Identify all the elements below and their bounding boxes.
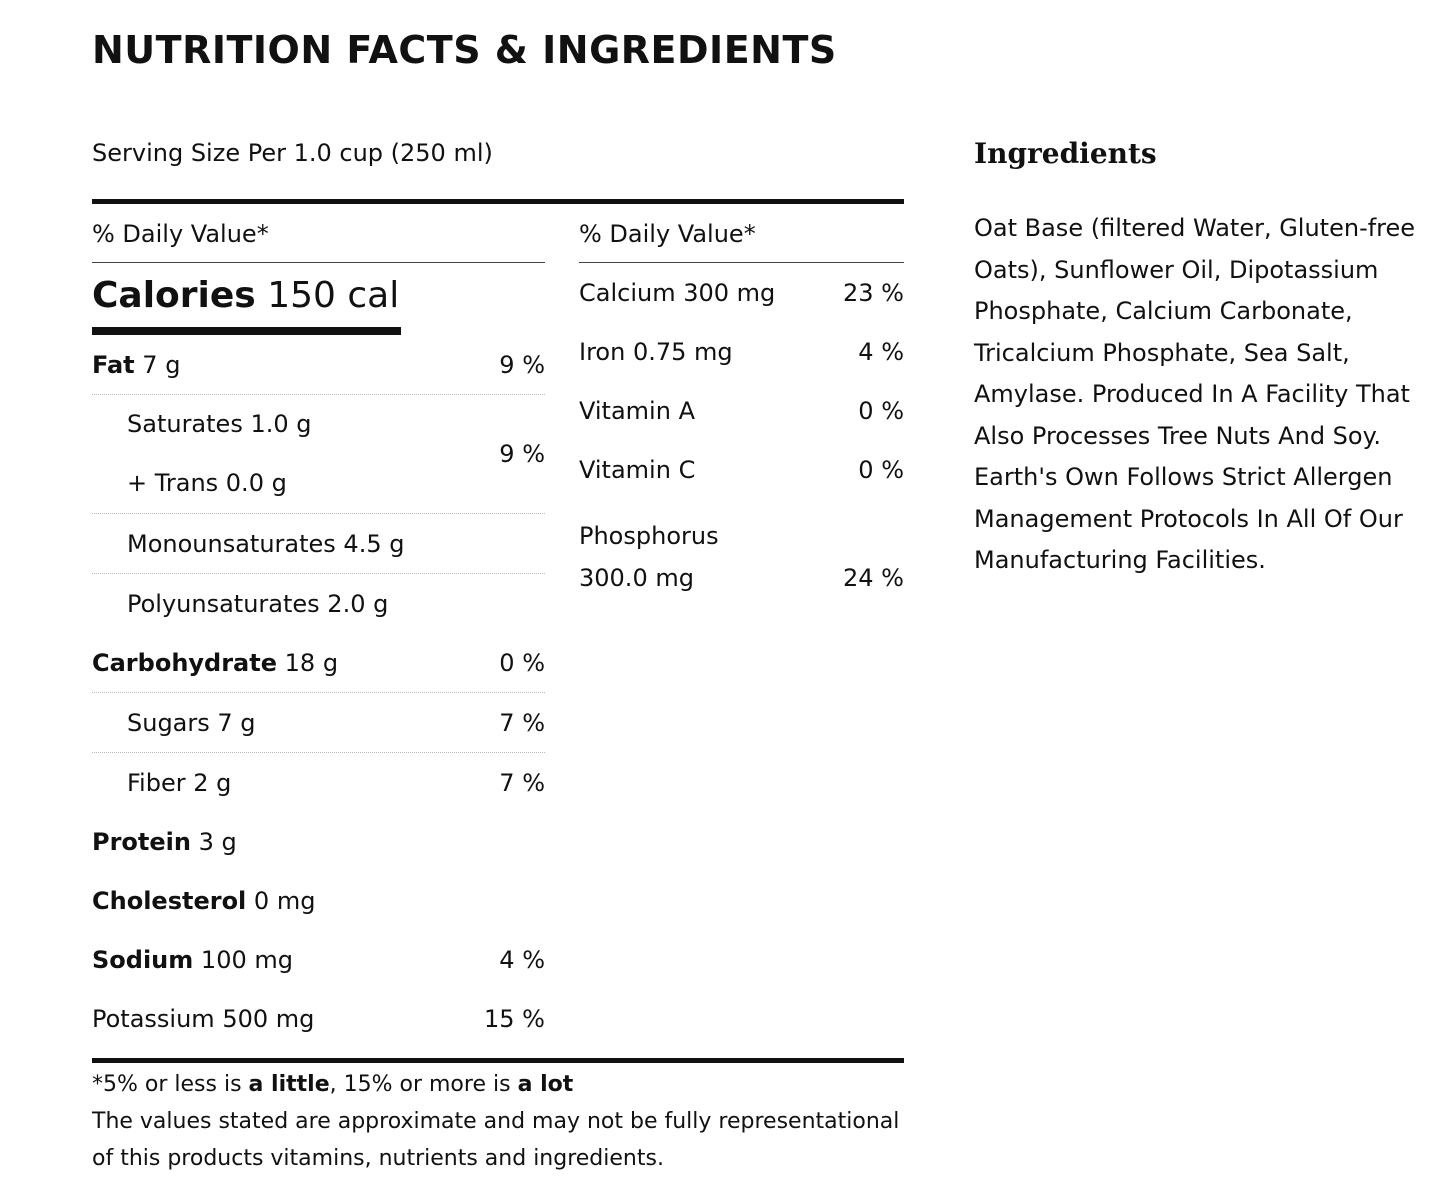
nutrient-group-saturates-trans	[92, 395, 545, 514]
nutrient-row-protein	[92, 812, 545, 871]
poly-label: Polyunsaturates 2.0 g	[127, 589, 389, 618]
vitamin-a-label: Vitamin A	[579, 396, 695, 425]
nutrient-row-sugars	[92, 693, 545, 753]
nutrient-row-fiber	[92, 753, 545, 812]
footer-note	[92, 1066, 922, 1177]
cholesterol-amount: 0 mg	[253, 886, 316, 915]
vitamin-c-pct: 0 %	[858, 455, 904, 484]
protein-amount: 3 g	[198, 827, 237, 856]
carb-label: Carbohydrate	[92, 648, 278, 677]
calories	[92, 265, 401, 335]
nutrient-row-mono	[92, 514, 545, 574]
daily-value-header-minerals: % Daily Value*	[579, 208, 904, 263]
sodium-label: Sodium	[92, 945, 194, 974]
mineral-row-phosphorus	[579, 499, 904, 599]
nutrient-row-carbohydrate	[92, 633, 545, 693]
sugars-label: Sugars 7 g	[127, 708, 256, 737]
cholesterol-label: Cholesterol	[92, 886, 247, 915]
footnote-disclaimer: The values stated are approximate and may not be fully representational of this products vitamins, nutrients and ingredients.	[92, 1109, 900, 1171]
calories-value: 150 cal	[267, 275, 400, 316]
sodium-amount: 100 mg	[200, 945, 293, 974]
fat-pct: 9 %	[499, 350, 545, 379]
nutrient-row-poly	[92, 574, 545, 633]
fiber-pct: 7 %	[499, 768, 545, 797]
bottom-divider	[92, 1058, 904, 1063]
nutrient-row-sodium	[92, 930, 545, 989]
carb-pct: 0 %	[499, 648, 545, 677]
phosphorus-label: Phosphorus	[579, 522, 719, 550]
sugars-pct: 7 %	[499, 708, 545, 737]
mineral-row-calcium	[579, 263, 904, 322]
nutrient-row-potassium	[92, 989, 545, 1048]
fat-label: Fat	[92, 350, 135, 379]
footnote-scale: *5% or less is a little, 15% or more is a lot	[92, 1072, 574, 1097]
ingredients-title: Ingredients	[974, 137, 1157, 170]
protein-label: Protein	[92, 827, 191, 856]
carb-amount: 18 g	[284, 648, 339, 677]
ingredients-text: Oat Base (filtered Water, Gluten-free Oats), Sunflower Oil, Dipotassium Phosphate, Calcium Carbonate, Tricalcium Phosphate, Sea Salt, Amylase. Produced In A Facility That Also Processes Tree Nuts And Soy. Earth's Own Follows Strict Allergen Management Protocols In All Of Our Manufacturing Facilities.	[974, 214, 1416, 574]
saturates-trans-pct: 9 %	[499, 440, 545, 468]
minerals-column	[579, 208, 904, 599]
mono-label: Monounsaturates 4.5 g	[127, 529, 405, 558]
saturates-label: Saturates 1.0 g	[127, 410, 312, 438]
calcium-pct: 23 %	[843, 278, 904, 307]
mineral-row-vitamin-c	[579, 440, 904, 499]
footnote-lot: a lot	[517, 1072, 574, 1097]
potassium-label: Potassium 500 mg	[92, 1004, 315, 1033]
vitamin-c-label: Vitamin C	[579, 455, 696, 484]
nutrient-row-fat	[92, 335, 545, 395]
top-divider	[92, 199, 904, 204]
nutrient-row-cholesterol	[92, 871, 545, 930]
iron-pct: 4 %	[858, 337, 904, 366]
phosphorus-amount: 300.0 mg	[579, 564, 694, 592]
phosphorus-pct: 24 %	[843, 564, 904, 592]
fiber-label: Fiber 2 g	[127, 768, 232, 797]
fat-amount: 7 g	[142, 350, 181, 379]
vitamin-a-pct: 0 %	[858, 396, 904, 425]
nutrients-column	[92, 208, 545, 1048]
daily-value-header: % Daily Value*	[92, 208, 545, 263]
page-title: NUTRITION FACTS & INGREDIENTS	[92, 28, 837, 72]
potassium-pct: 15 %	[484, 1004, 545, 1033]
mineral-row-vitamin-a	[579, 381, 904, 440]
mineral-row-iron	[579, 322, 904, 381]
serving-size: Serving Size Per 1.0 cup (250 ml)	[92, 139, 493, 167]
sodium-pct: 4 %	[499, 945, 545, 974]
iron-label: Iron 0.75 mg	[579, 337, 733, 366]
calcium-label: Calcium 300 mg	[579, 278, 776, 307]
calories-label: Calories	[92, 275, 256, 316]
trans-label: + Trans 0.0 g	[127, 469, 287, 497]
footnote-little: a little	[248, 1072, 330, 1097]
